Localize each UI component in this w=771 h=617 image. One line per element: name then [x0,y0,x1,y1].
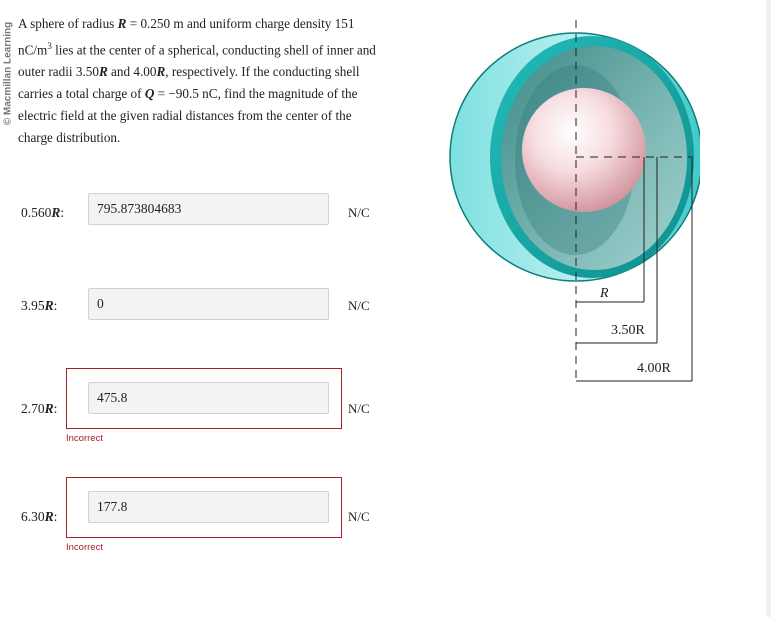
label-inner-radius: 3.50R [611,323,645,338]
distance-label-3: 2.70R: [21,401,58,416]
distance-label-2: 3.95R: [21,298,58,313]
problem-text-part: , respectively. If the conducting shell carries a total charge of [18,64,360,102]
label-outer-radius: 4.00R [637,361,671,376]
problem-text [18,13,378,149]
charge-symbol: Q [144,86,155,102]
charged-sphere [522,88,646,212]
radius-symbol: R [98,64,108,80]
radius-symbol: R [156,64,166,80]
distance-label-1: 0.560R: [21,205,65,220]
superscript: 3 [47,41,52,51]
sphere-shell-diagram [440,10,700,390]
problem-text-part: and 4.00 [107,64,157,80]
answer-input-1[interactable]: 795.873804683 [88,193,329,225]
unit-label-1: N/C [348,205,370,220]
problem-text-part: = 0.250 m and uniform charge density 151 nC/m [18,16,355,58]
incorrect-message-4: Incorrect [66,542,103,553]
problem-text-part: = −90.5 nC, find the magnitude of the electric field at the given radial distances from the center of the charge distribution. [18,86,358,146]
unit-label-4: N/C [348,509,370,524]
incorrect-message-3: Incorrect [66,433,103,444]
distance-label-4: 6.30R: [21,509,58,524]
problem-text-part: lies at the center of a spherical, conducting shell of inner and outer radii 3.50 [18,42,376,80]
answer-input-4[interactable]: 177.8 [88,491,329,523]
radius-symbol: R [117,16,127,31]
unit-label-3: N/C [348,401,370,416]
answer-input-2[interactable]: 0 [88,288,329,320]
label-r: R [600,286,609,301]
copyright-label: © Macmillan Learning [2,21,14,126]
problem-text-part: A sphere of radius [18,16,118,31]
answer-input-3[interactable]: 475.8 [88,382,329,414]
unit-label-2: N/C [348,298,370,313]
